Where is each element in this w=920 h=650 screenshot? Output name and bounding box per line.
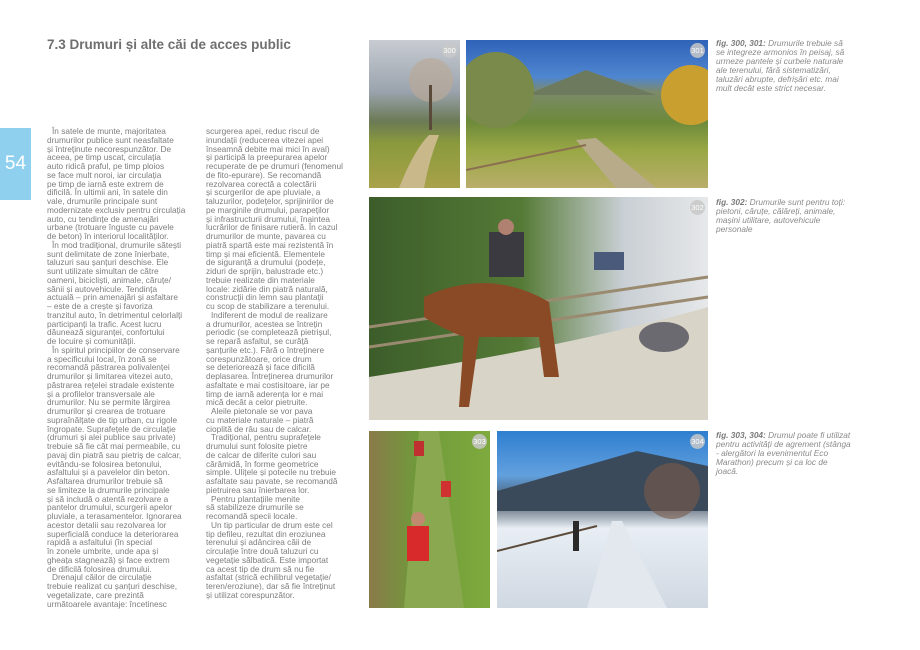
caption-fig-300-301 bbox=[716, 39, 851, 92]
caption-label: fig. 303, 304: bbox=[716, 430, 766, 440]
text-line: se deteriorează și face dificilă bbox=[206, 362, 315, 373]
photo-number-badge: 304 bbox=[690, 434, 705, 449]
text-line: pe timp de iarnă este extrem de bbox=[47, 178, 164, 189]
text-line: pluviale, a terasamentelor. Ignorarea bbox=[47, 511, 182, 521]
text-line: piatră spartă este mai rezistentă în bbox=[206, 239, 334, 250]
text-line: auto, cu tendințe de amenajări bbox=[47, 213, 159, 224]
photo-303-scene bbox=[369, 431, 490, 608]
text-line: urbane (trotuare înguste cu pavele bbox=[47, 222, 174, 233]
text-line: Indiferent de modul de realizare bbox=[211, 309, 328, 320]
text-line: pavaj din piatră sau pietriș de calcar, bbox=[47, 449, 182, 460]
text-line: În mod tradițional, drumurile sătești bbox=[52, 239, 182, 250]
photo-300-scene bbox=[369, 40, 460, 188]
text-line: (drumuri și alei publice sau private) bbox=[47, 432, 176, 443]
text-line: ziduri de sprijin, balustrade etc.) bbox=[206, 266, 324, 276]
text-line: Asfaltarea drumurilor trebuie să bbox=[47, 476, 163, 486]
caption-text: Drumurile sunt pentru toți: pietoni, căruțe, călăreți, animale, mașini utilitare, autovehicule personale bbox=[716, 197, 846, 234]
section-title: 7.3 Drumuri și alte căi de acces public bbox=[47, 37, 291, 52]
text-line: modernizate exclusiv pentru circulația bbox=[47, 204, 186, 215]
text-line: înseamnă debite mai mici în aval) bbox=[206, 143, 330, 154]
text-line: taluzurilor, podețelor, sprijinirilor de bbox=[206, 196, 334, 206]
text-line: și scurgerilor de ape pluviale, a bbox=[206, 187, 321, 198]
text-line: de fito-epurare). Se recomandă bbox=[206, 169, 322, 180]
text-line: cu materiale naturale – piatră bbox=[206, 414, 314, 425]
text-line: pantelor drumului, scurgerii apelor bbox=[47, 502, 173, 513]
photo-number-badge: 301 bbox=[690, 43, 705, 58]
text-line: Drenajul căilor de circulație bbox=[52, 572, 152, 583]
text-line: de calcar de diferite culori sau bbox=[206, 449, 317, 460]
photo-number-badge: 300 bbox=[442, 43, 457, 58]
text-line: drumurilor. Nu se permite lărgirea bbox=[47, 397, 171, 408]
text-line: – este de a crește și favoriza bbox=[47, 301, 153, 311]
caption-label: fig. 302: bbox=[716, 197, 748, 207]
text-line: actuală – prin amenajări și asfaltare bbox=[47, 292, 178, 303]
text-line: terenului și adâncirea căii de bbox=[206, 537, 312, 548]
text-line: drumurilor publice sunt neasfaltate bbox=[47, 134, 174, 145]
text-line: sunt delimitate de zone înierbate, bbox=[47, 248, 170, 259]
text-line: Un tip particular de drum este cel bbox=[211, 519, 333, 530]
text-line: lucrărilor de finisare rutieră. În cazul bbox=[206, 222, 338, 233]
text-line: asfaltate e mai costisitoare, iar pe bbox=[206, 379, 330, 390]
text-line: și să includă o atentă rezolvare a bbox=[47, 493, 169, 504]
text-line: asfaltat (strică echilibrul vegetație/ bbox=[206, 572, 331, 583]
text-line: șanțurile etc.). Fără o întreținere bbox=[206, 344, 325, 355]
text-line: în zonele umbrite, unde apa și bbox=[47, 546, 159, 556]
text-line: rezolvarea corectă a colectării bbox=[206, 178, 317, 189]
photo-number-badge: 303 bbox=[472, 434, 487, 449]
text-line: aceea, pe timp uscat, circulația bbox=[47, 152, 161, 163]
text-line: vegetație sălbatică. Este importat bbox=[206, 554, 329, 565]
photo-301-scene bbox=[466, 40, 708, 188]
page-number: 54 bbox=[4, 153, 27, 174]
text-line: simple. Ulițele și potecile nu trebuie bbox=[206, 467, 337, 478]
photo-303-eco-marathon-runners bbox=[369, 431, 490, 608]
text-line: oameni, bicicliști, animale, căruțe/ bbox=[47, 274, 172, 285]
text-line: evitându-se folosirea betonului, bbox=[47, 458, 162, 469]
text-line: Pentru plantațiile menite bbox=[211, 493, 301, 504]
photo-302-horse-rider bbox=[369, 197, 708, 420]
text-line: deplasarea. Întreținerea drumurilor bbox=[206, 371, 334, 381]
text-line: și întreținute necorespunzător. De bbox=[47, 143, 172, 154]
page-number-tab bbox=[0, 128, 31, 200]
text-line: scurgerea apei, reduc riscul de bbox=[206, 126, 320, 136]
text-line: de beton) în interiorul localităților. bbox=[47, 231, 169, 241]
text-line: participanți la trafic. Acest lucru bbox=[47, 318, 162, 329]
text-line: ca acest tip de drum să nu fie bbox=[206, 563, 315, 574]
text-line: trebuie realizat cu șanțuri deschise, bbox=[47, 581, 178, 591]
text-line: și utilizat corespunzător. bbox=[206, 589, 295, 600]
text-line: și participă la preepurarea apelor bbox=[206, 152, 328, 163]
text-line: Tradițional, pentru suprafețele bbox=[211, 432, 321, 443]
text-line: corespunzătoare, orice drum bbox=[206, 353, 312, 364]
text-line: În spiritul principiilor de conservare bbox=[52, 344, 180, 355]
caption-fig-303-304 bbox=[716, 431, 851, 476]
text-line: de siguranță a drumului (podețe, bbox=[206, 257, 326, 268]
photo-304-snowy-road bbox=[497, 431, 708, 608]
text-line: să stabilizeze drumurile se bbox=[206, 502, 304, 513]
text-line: asfaltate sau pavate, se recomandă bbox=[206, 476, 338, 486]
text-line: locale: zidărie din piatră naturală, bbox=[206, 283, 328, 294]
text-line: cărămidă, în forme geometrice bbox=[206, 458, 319, 469]
text-line: drumului sunt folosite pietre bbox=[206, 441, 308, 451]
text-line: asfaltului și a pavelelor din beton. bbox=[47, 467, 170, 478]
text-line: recuperate de pe drumuri (fenomenul bbox=[206, 161, 343, 171]
text-line: trebuie să fie cât mai permeabile, cu bbox=[47, 441, 181, 451]
text-line: inundații (reducerea vitezei apei bbox=[206, 134, 324, 145]
text-line: timp și mai eficientă. Elementele bbox=[206, 248, 325, 259]
photo-301-rural-road bbox=[466, 40, 708, 188]
caption-text: Drumul poate fi utilizat pentru activități de agrement (stânga - alergători la evenimentul Eco Marathon) precum și ca loc de joacă. bbox=[716, 430, 851, 476]
text-line: timp de iarnă aderența lor e mai bbox=[206, 388, 324, 399]
text-column-2 bbox=[206, 127, 366, 600]
text-line: dăunează siguranței, confortului bbox=[47, 327, 165, 338]
text-line: dificilă. În ultimii ani, în satele din bbox=[47, 187, 168, 198]
text-line: sunt utilizate simultan de către bbox=[47, 266, 159, 276]
text-line: auto ridică praful, pe timp ploios bbox=[47, 161, 165, 171]
text-line: rapidă a asfaltului (în special bbox=[47, 537, 153, 548]
text-line: În satele de munte, majoritatea bbox=[52, 126, 166, 136]
text-line: Aleile pietonale se vor pava bbox=[211, 406, 313, 416]
text-line: și a profilelor transversale ale bbox=[47, 388, 155, 399]
text-line: drumurilor și limitarea vitezei auto, bbox=[47, 371, 173, 381]
text-line: tip defileu, rezultat din eroziunea bbox=[206, 528, 326, 539]
text-line: a specificului local, în zonă se bbox=[47, 353, 157, 364]
text-line: acestor detalii sau rezolvarea lor bbox=[47, 519, 167, 530]
text-line: vegetalizate, care prezintă bbox=[47, 589, 144, 600]
text-line: gheața stagnează) și face extrem bbox=[47, 554, 170, 565]
text-line: se face mult noroi, iar circulația bbox=[47, 169, 162, 180]
text-line: tranzitul auto, în detrimentul celorlalți bbox=[47, 309, 183, 320]
text-line: periodic (se completează pietrișul, bbox=[206, 327, 332, 338]
text-line: recomandă specii locale. bbox=[206, 511, 298, 521]
photo-304-scene bbox=[497, 431, 708, 608]
text-line: următoarele avantaje: încetinesc bbox=[47, 598, 167, 609]
text-line: cioplită de râu sau de calcar. bbox=[206, 423, 312, 434]
text-line: sănii și autovehicule. Tendința bbox=[47, 283, 158, 294]
text-line: trebuie realizate din materiale bbox=[206, 274, 315, 285]
photo-number-badge: 302 bbox=[690, 200, 705, 215]
text-line: supraînălțate de tip urban, cu rigole bbox=[47, 414, 178, 425]
photo-300-mountain-path bbox=[369, 40, 460, 188]
text-line: recomandă păstrarea polivalenței bbox=[47, 362, 170, 373]
text-line: de dificilă folosirea drumului. bbox=[47, 563, 152, 574]
caption-label: fig. 300, 301: bbox=[716, 38, 766, 48]
text-line: îngropate. Suprafețele de circulație bbox=[47, 423, 176, 434]
text-line: cu scop de stabilizare a terenului. bbox=[206, 301, 330, 311]
text-line: se limiteze la drumurile principale bbox=[47, 484, 170, 495]
text-line: de locuire și comunității. bbox=[47, 336, 136, 346]
text-line: pe marginile drumului, parapeților bbox=[206, 204, 330, 215]
text-column-1 bbox=[47, 127, 207, 608]
text-line: construcții din lemn sau plantații bbox=[206, 292, 324, 303]
text-line: a drumurilor, acestea se întrețin bbox=[206, 318, 323, 329]
photo-302-scene bbox=[369, 197, 708, 420]
text-line: circulație între două taluzuri cu bbox=[206, 546, 319, 556]
text-line: păstrarea rețelei stradale existente bbox=[47, 379, 175, 390]
text-line: vale, drumurile principale sunt bbox=[47, 196, 158, 206]
text-line: pietruirea sau înierbarea lor. bbox=[206, 484, 310, 495]
caption-text: Drumurile trebuie să se integreze armonios în peisaj, să urmeze pantele și curbele naturale ale terenului, fără sistematizări, taluzări abrupte, defrișări etc. mai mult decât este strict necesar. bbox=[716, 38, 845, 93]
text-line: taluzuri sau șanțuri deschise. Ele bbox=[47, 257, 169, 268]
caption-fig-302 bbox=[716, 198, 851, 234]
text-line: se repară asfaltul, se curăță bbox=[206, 336, 309, 346]
text-line: drumurilor de munte, pavarea cu bbox=[206, 231, 326, 241]
text-line: și infrastructurii drumului, înaintea bbox=[206, 213, 331, 224]
text-line: teren/eroziune), dar să fie întreținut bbox=[206, 581, 336, 591]
text-line: drumurilor și crearea de trotuare bbox=[47, 406, 166, 416]
text-line: superficială conduce la deteriorarea bbox=[47, 528, 179, 539]
text-line: mică decât a celor pietruite. bbox=[206, 397, 308, 408]
